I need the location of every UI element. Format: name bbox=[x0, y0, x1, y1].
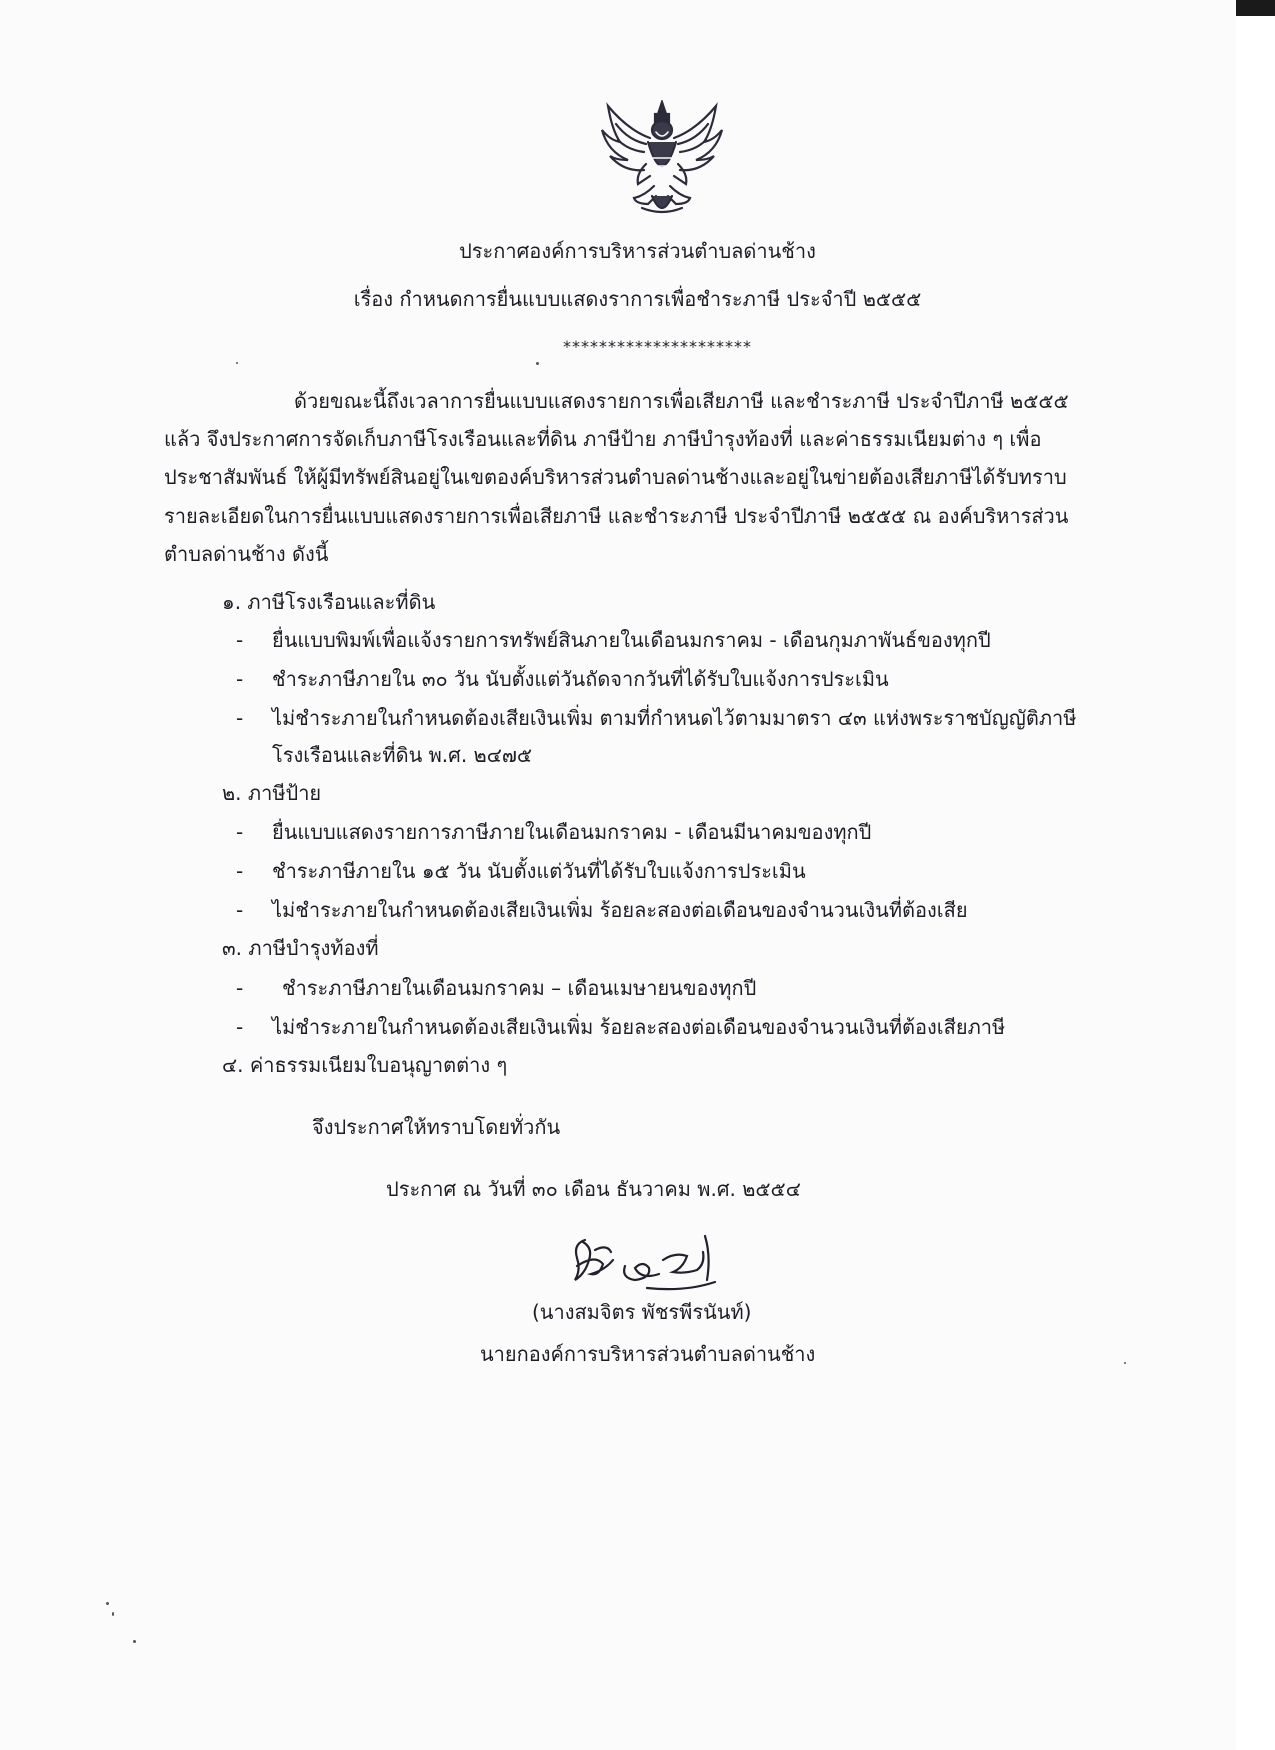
list-item: ยื่นแบบแสดงรายการภาษีภายในเดือนมกราคม - เดือนมีนาคมของทุกปี bbox=[272, 820, 872, 844]
signer-name: (นางสมจิตร พัชรพีรนันท์) bbox=[532, 1300, 752, 1324]
list-item: ไม่ชำระภายในกำหนดต้องเสียเงินเพิ่ม ร้อยละสองต่อเดือนของจำนวนเงินที่ต้องเสีย bbox=[272, 898, 968, 922]
list-item-continuation: โรงเรือนและที่ดิน พ.ศ. ๒๔๗๕ bbox=[272, 743, 533, 767]
section-heading: ๒. ภาษีป้าย bbox=[222, 781, 322, 805]
scan-speck bbox=[106, 1602, 109, 1605]
section-heading: ๓. ภาษีบำรุงท้องที่ bbox=[222, 936, 379, 960]
handwritten-signature-icon bbox=[555, 1230, 745, 1300]
list-item: ชำระภาษีภายใน ๑๕ วัน นับตั้งแต่วันที่ได้รับใบแจ้งการประเมิน bbox=[272, 859, 806, 883]
intro-line: ตำบลด่านช้าง ดังนี้ bbox=[164, 542, 329, 566]
intro-line: ด้วยขณะนี้ถึงเวลาการยื่นแบบแสดงรายการเพื่อเสียภาษี และชำระภาษี ประจำปีภาษี ๒๕๕๕ bbox=[294, 389, 1069, 413]
intro-line: แล้ว จึงประกาศการจัดเก็บภาษีโรงเรือนและที่ดิน ภาษีป้าย ภาษีบำรุงท้องที่ และค่าธรรมเนียมต่าง ๆ เพื่อ bbox=[164, 427, 1042, 451]
document-subject: เรื่อง กำหนดการยื่นแบบแสดงราการเพื่อชำระภาษี ประจำปี ๒๕๕๕ bbox=[353, 287, 922, 311]
closing-announcement: จึงประกาศให้ทราบโดยทั่วกัน bbox=[312, 1115, 561, 1139]
signer-title: นายกองค์การบริหารส่วนตำบลด่านช้าง bbox=[480, 1342, 816, 1366]
list-bullet: - bbox=[236, 1015, 244, 1039]
organization-title: ประกาศองค์การบริหารส่วนตำบลด่านช้าง bbox=[459, 239, 816, 263]
section-heading: ๔. ค่าธรรมเนียมใบอนุญาตต่าง ๆ bbox=[222, 1053, 508, 1077]
scan-speck bbox=[536, 362, 539, 365]
list-bullet: - bbox=[236, 820, 244, 844]
list-bullet: - bbox=[236, 859, 244, 883]
list-item: ชำระภาษีภายในเดือนมกราคม – เดือนเมษายนของทุกปี bbox=[282, 976, 757, 1000]
list-item: ไม่ชำระภายในกำหนดต้องเสียเงินเพิ่ม ร้อยละสองต่อเดือนของจำนวนเงินที่ต้องเสียภาษี bbox=[272, 1015, 1006, 1039]
garuda-emblem-icon bbox=[598, 100, 726, 220]
list-bullet: - bbox=[236, 898, 244, 922]
list-bullet: - bbox=[236, 628, 244, 652]
intro-line: รายละเอียดในการยื่นแบบแสดงรายการเพื่อเสียภาษี และชำระภาษี ประจำปีภาษี ๒๕๕๕ ณ องค์บริหารส่วน bbox=[164, 504, 1069, 528]
header-separator: ********************* bbox=[563, 337, 752, 356]
list-item: ยื่นแบบพิมพ์เพื่อแจ้งรายการทรัพย์สินภายในเดือนมกราคม - เดือนกุมภาพันธ์ของทุกปี bbox=[272, 628, 991, 652]
section-heading: ๑. ภาษีโรงเรือนและที่ดิน bbox=[222, 590, 436, 614]
list-bullet: - bbox=[236, 976, 244, 1000]
scan-speck bbox=[236, 362, 238, 364]
scan-speck bbox=[133, 1640, 136, 1643]
scan-speck bbox=[112, 1612, 114, 1616]
intro-line: ประชาสัมพันธ์ ให้ผู้มีทรัพย์สินอยู่ในเขตองค์บริหารส่วนตำบลด่านช้างและอยู่ในข่ายต้องเสียภาษีได้รับทราบ bbox=[164, 465, 1067, 489]
scan-corner-mark bbox=[1236, 0, 1275, 16]
list-item: ไม่ชำระภายในกำหนดต้องเสียเงินเพิ่ม ตามที่กำหนดไว้ตามมาตรา ๔๓ แห่งพระราชบัญญัติภาษี bbox=[272, 706, 1077, 730]
scan-speck bbox=[1124, 1362, 1126, 1364]
list-item: ชำระภาษีภายใน ๓๐ วัน นับตั้งแต่วันถัดจากวันที่ได้รับใบแจ้งการประเมิน bbox=[272, 667, 889, 691]
announcement-date: ประกาศ ณ วันที่ ๓๐ เดือน ธันวาคม พ.ศ. ๒๕๕๔ bbox=[386, 1177, 801, 1201]
list-bullet: - bbox=[236, 667, 244, 691]
list-bullet: - bbox=[236, 706, 244, 730]
